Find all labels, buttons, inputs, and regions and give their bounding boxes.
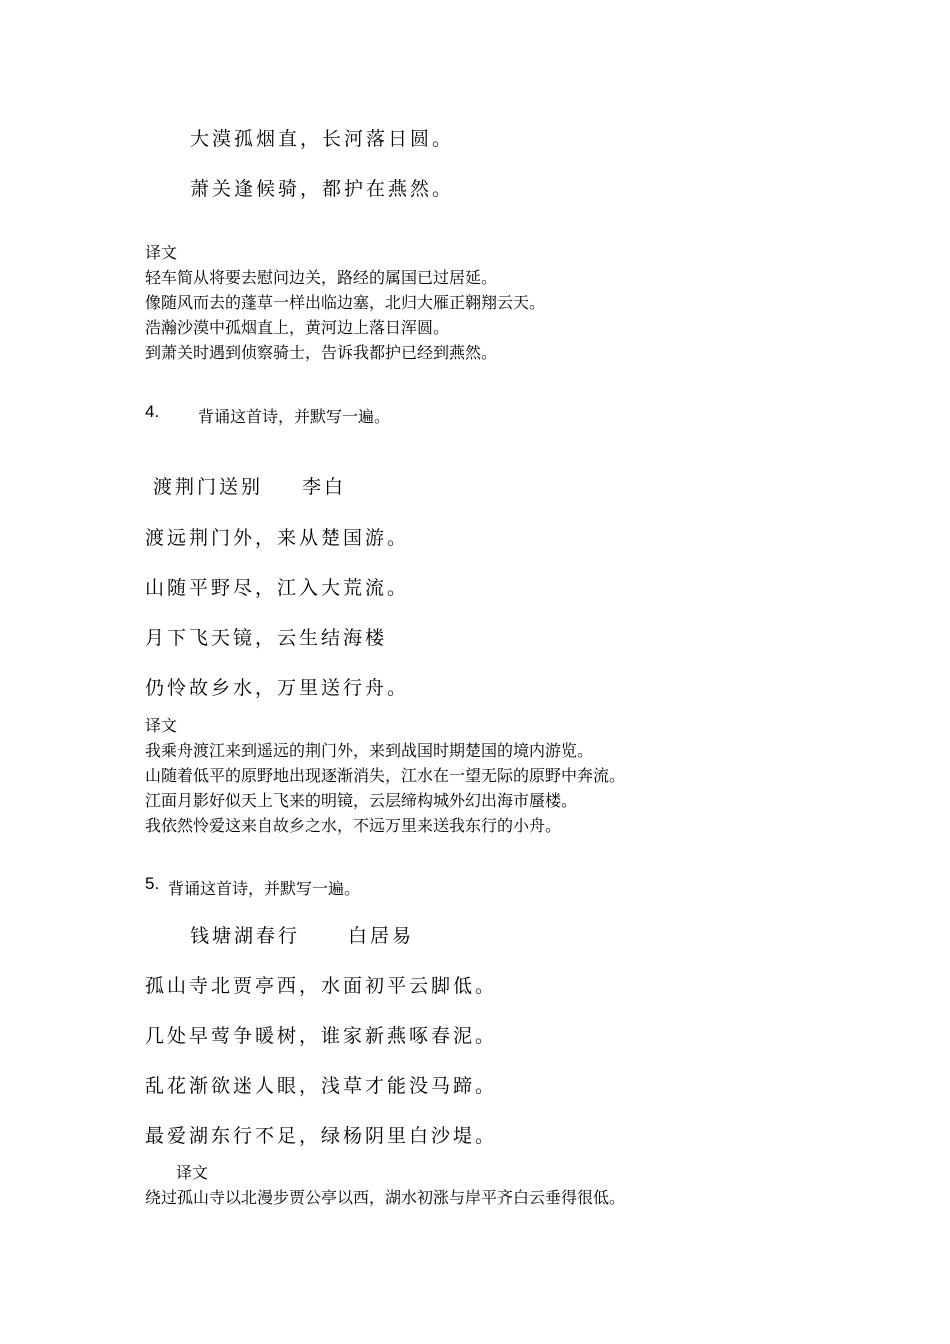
translation-line: 我依然怜爱这来自故乡之水，不远万里来送我东行的小舟。 bbox=[145, 816, 562, 835]
poem-line: 几处早莺争暖树，谁家新燕啄春泥。 bbox=[145, 1025, 498, 1047]
poem-line: 乱花渐欲迷人眼，浅草才能没马蹄。 bbox=[145, 1075, 498, 1097]
poem-line: 最爱湖东行不足，绿杨阴里白沙堤。 bbox=[145, 1125, 498, 1147]
poem-line: 萧关逢候骑，都护在燕然。 bbox=[190, 178, 455, 200]
translation-label: 译文 bbox=[176, 1163, 209, 1182]
poem-line: 渡远荆门外，来从楚国游。 bbox=[145, 527, 410, 549]
poem-author: 李白 bbox=[302, 476, 347, 498]
translation-line: 我乘舟渡江来到遥远的荆门外，来到战国时期楚国的境内游览。 bbox=[145, 741, 594, 760]
translation-label: 译文 bbox=[145, 243, 178, 262]
translation-label: 译文 bbox=[145, 716, 178, 735]
poem-line: 月下飞天镜，云生结海楼 bbox=[145, 627, 388, 649]
poem-title: 渡荆门送别 bbox=[153, 476, 264, 498]
translation-line: 轻车简从将要去慰问边关，路经的属国已过居延。 bbox=[145, 268, 498, 287]
translation-line: 江面月影好似天上飞来的明镜，云层缔构城外幻出海市蜃楼。 bbox=[145, 791, 578, 810]
translation-line: 山随着低平的原野地出现逐渐消失，江水在一望无际的原野中奔流。 bbox=[145, 766, 626, 785]
poem-line: 仍怜故乡水，万里送行舟。 bbox=[145, 677, 410, 699]
translation-line: 绕过孤山寺以北漫步贾公亭以西，湖水初涨与岸平齐白云垂得很低。 bbox=[145, 1188, 626, 1207]
poem-line: 山随平野尽，江入大荒流。 bbox=[145, 577, 410, 599]
translation-line: 浩瀚沙漠中孤烟直上，黄河边上落日浑圆。 bbox=[145, 318, 450, 337]
poem-title: 钱塘湖春行 bbox=[190, 925, 301, 947]
translation-line: 到萧关时遇到侦察骑士，告诉我都护已经到燕然。 bbox=[145, 343, 498, 362]
question-instruction: 背诵这首诗，并默写一遍。 bbox=[168, 879, 361, 898]
poem-line: 孤山寺北贾亭西，水面初平云脚低。 bbox=[145, 975, 498, 997]
question-instruction: 背诵这首诗，并默写一遍。 bbox=[198, 407, 391, 426]
translation-line: 像随风而去的蓬草一样出临边塞，北归大雁正翱翔云天。 bbox=[145, 293, 546, 312]
question-number: 4. bbox=[145, 402, 160, 421]
question-number: 5. bbox=[145, 874, 160, 893]
poem-line: 大漠孤烟直，长河落日圆。 bbox=[190, 128, 455, 150]
poem-author: 白居易 bbox=[348, 925, 415, 947]
